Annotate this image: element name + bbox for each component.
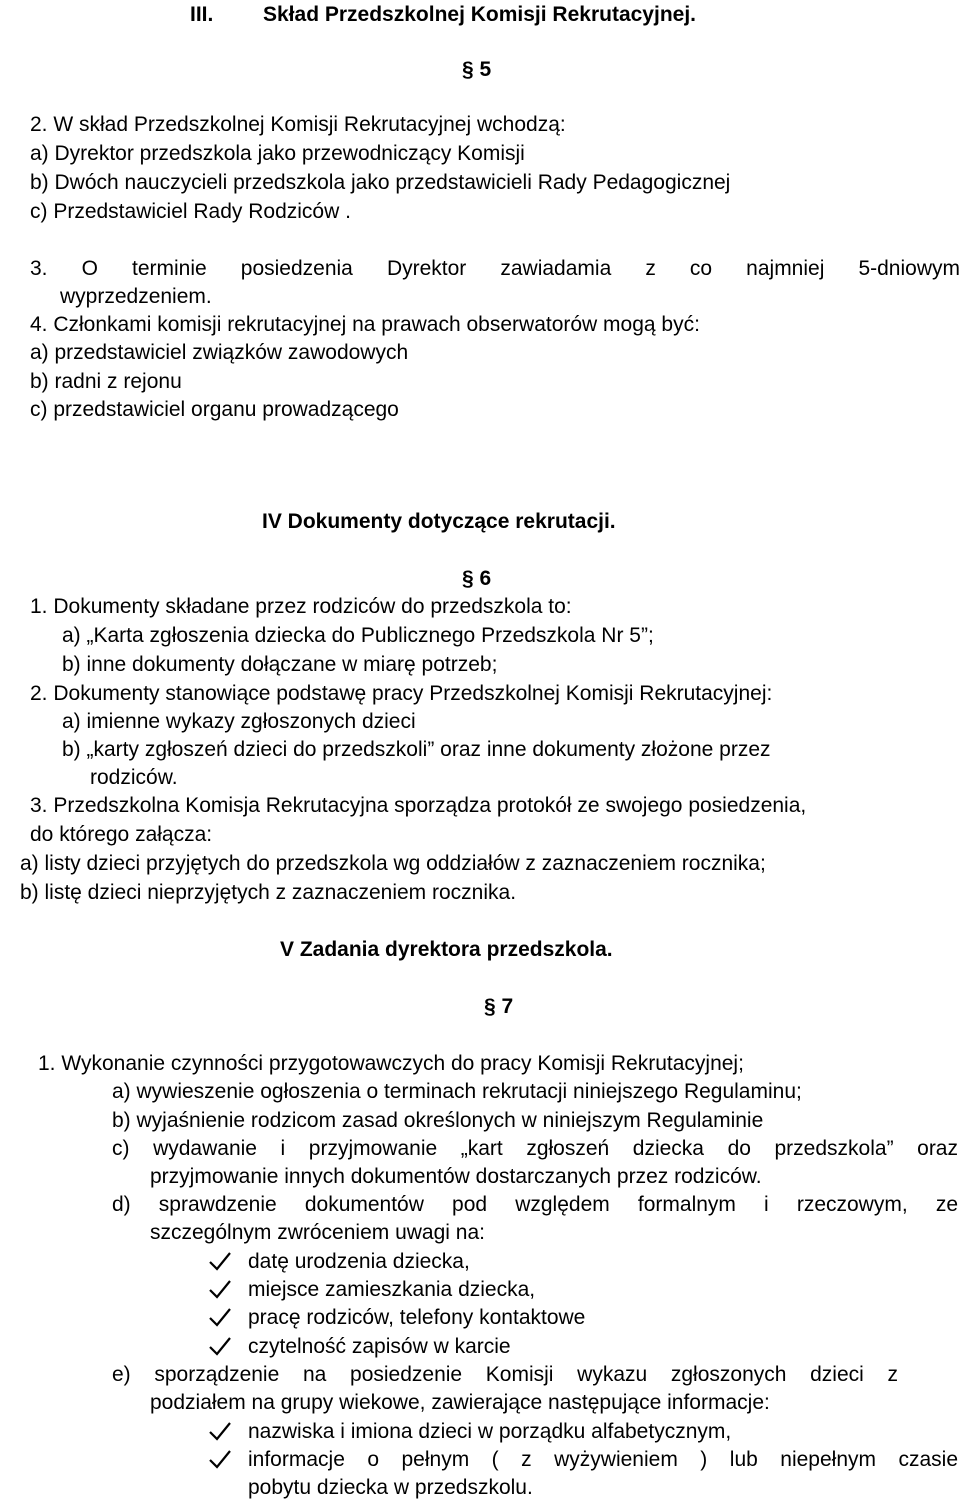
list-item: rodziców. xyxy=(90,766,178,789)
paragraph-7-heading: § 7 xyxy=(484,995,514,1018)
list-item: a) listy dzieci przyjętych do przedszkola wg oddziałów z zaznaczeniem rocznika; xyxy=(20,852,766,875)
checklist-item: nazwiska i imiona dzieci w porządku alfabetycznym, xyxy=(248,1420,732,1443)
justified-line: c) wydawanie i przyjmowanie „kart zgłoszeń dziecka do przedszkola” oraz xyxy=(112,1137,958,1160)
list-item: b) „karty zgłoszeń dzieci do przedszkoli” oraz inne dokumenty złożone przez xyxy=(62,738,771,761)
list-item: b) Dwóch nauczycieli przedszkola jako przedstawicieli Rady Pedagogicznej xyxy=(30,171,731,194)
list-item: a) wywieszenie ogłoszenia o terminach rekrutacji niniejszego Regulaminu; xyxy=(112,1080,802,1103)
list-item: 1. Wykonanie czynności przygotowawczych do pracy Komisji Rekrutacyjnej; xyxy=(38,1052,744,1075)
list-item: podziałem na grupy wiekowe, zawierające następujące informacje: xyxy=(150,1391,770,1414)
checkmark-icon xyxy=(208,1277,232,1301)
list-item: b) inne dokumenty dołączane w miarę potrzeb; xyxy=(62,653,498,676)
list-item: 3. Przedszkolna Komisja Rekrutacyjna sporządza protokół ze swojego posiedzenia, xyxy=(30,794,807,817)
paragraph-5-heading: § 5 xyxy=(462,58,492,81)
list-item xyxy=(30,256,960,282)
list-item: c) przedstawiciel organu prowadzącego xyxy=(30,398,399,421)
list-item: b) wyjaśnienie rodzicom zasad określonych w niniejszym Regulaminie xyxy=(112,1109,764,1132)
list-item: 2. Dokumenty stanowiące podstawę pracy Przedszkolnej Komisji Rekrutacyjnej: xyxy=(30,682,773,705)
justified-line: d) sprawdzenie dokumentów pod względem formalnym i rzeczowym, ze xyxy=(112,1193,958,1216)
checklist-item: miejsce zamieszkania dziecka, xyxy=(248,1278,536,1301)
checklist-item: datę urodzenia dziecka, xyxy=(248,1250,470,1273)
list-item xyxy=(112,1362,898,1388)
list-item: c) Przedstawiciel Rady Rodziców . xyxy=(30,200,351,223)
list-item: do którego załącza: xyxy=(30,823,213,846)
list-item: 2. W skład Przedszkolnej Komisji Rekrutacyjnej wchodzą: xyxy=(30,113,566,136)
checkmark-icon xyxy=(208,1305,232,1329)
list-item: wyprzedzeniem. xyxy=(60,285,212,308)
justified-line: e) sporządzenie na posiedzenie Komisji wykazu zgłoszonych dzieci z xyxy=(112,1363,898,1386)
list-item: przyjmowanie innych dokumentów dostarczanych przez rodziców. xyxy=(150,1165,762,1188)
list-item: szczególnym zwróceniem uwagi na: xyxy=(150,1221,485,1244)
list-item xyxy=(112,1136,958,1162)
list-item: a) Dyrektor przedszkola jako przewodniczący Komisji xyxy=(30,142,525,165)
checklist-item: czytelność zapisów w karcie xyxy=(248,1335,511,1358)
section-5-title: V Zadania dyrektora przedszkola. xyxy=(280,938,613,961)
checkmark-icon xyxy=(208,1334,232,1358)
checkmark-icon xyxy=(208,1419,232,1443)
list-item: 4. Członkami komisji rekrutacyjnej na prawach obserwatorów mogą być: xyxy=(30,313,700,336)
section-3-numeral: III. xyxy=(190,3,214,26)
list-item: b) radni z rejonu xyxy=(30,370,182,393)
list-item: a) przedstawiciel związków zawodowych xyxy=(30,341,409,364)
paragraph-6-heading: § 6 xyxy=(462,567,492,590)
justified-line: 3. O terminie posiedzenia Dyrektor zawiadamia z co najmniej 5-dniowym xyxy=(30,257,960,280)
justified-line: informacje o pełnym ( z wyżywieniem ) lub niepełnym czasie xyxy=(248,1448,958,1471)
checkmark-icon xyxy=(208,1249,232,1273)
list-item: 1. Dokumenty składane przez rodziców do przedszkola to: xyxy=(30,595,572,618)
checklist-item xyxy=(248,1447,958,1473)
list-item: a) imienne wykazy zgłoszonych dzieci xyxy=(62,710,416,733)
checklist-item-continuation: pobytu dziecka w przedszkolu. xyxy=(248,1476,533,1499)
checklist-item: pracę rodziców, telefony kontaktowe xyxy=(248,1306,586,1329)
list-item xyxy=(112,1192,958,1218)
section-4-title: IV Dokumenty dotyczące rekrutacji. xyxy=(262,510,616,533)
list-item: a) „Karta zgłoszenia dziecka do Publicznego Przedszkola Nr 5”; xyxy=(62,624,654,647)
checkmark-icon xyxy=(208,1447,232,1471)
section-3-title: Skład Przedszkolnej Komisji Rekrutacyjnej. xyxy=(263,3,696,26)
list-item: b) listę dzieci nieprzyjętych z zaznaczeniem rocznika. xyxy=(20,881,517,904)
